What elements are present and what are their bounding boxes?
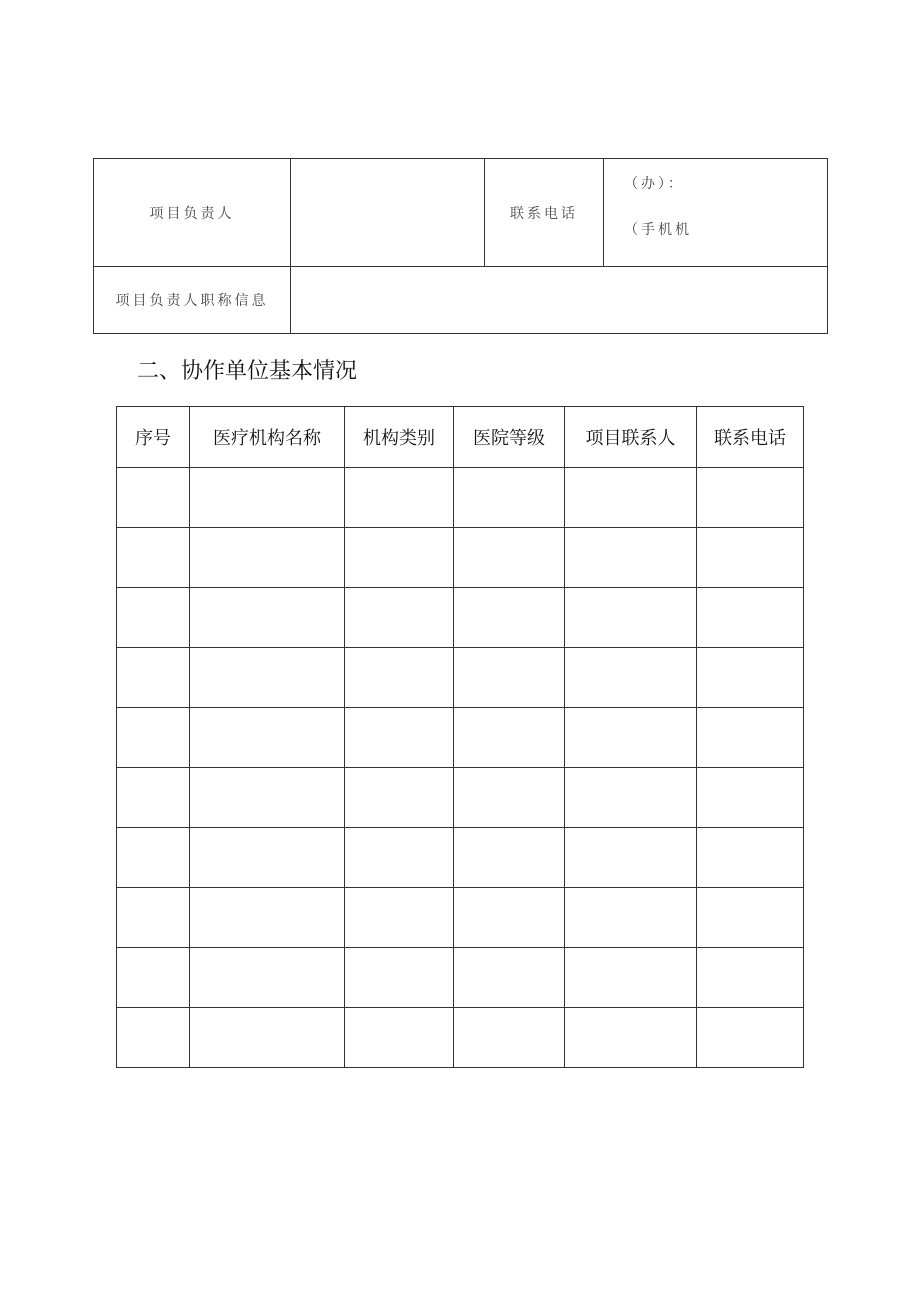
cell-institution-type[interactable] [345,708,454,768]
cell-project-contact[interactable] [565,1008,697,1068]
cell-hospital-grade[interactable] [454,768,565,828]
table-row [117,648,804,708]
header-hospital-grade: 医院等级 [454,407,565,468]
cell-project-contact[interactable] [565,528,697,588]
cell-institution-name[interactable] [190,648,345,708]
cell-institution-type[interactable] [345,768,454,828]
cell-project-contact[interactable] [565,588,697,648]
cell-institution-type[interactable] [345,948,454,1008]
cell-institution-name[interactable] [190,768,345,828]
cell-hospital-grade[interactable] [454,828,565,888]
cell-institution-type[interactable] [345,588,454,648]
cell-contact-phone[interactable] [697,588,804,648]
cell-institution-type[interactable] [345,828,454,888]
cell-project-contact[interactable] [565,768,697,828]
cell-contact-phone[interactable] [697,648,804,708]
cell-project-contact[interactable] [565,948,697,1008]
cell-contact-phone[interactable] [697,528,804,588]
cell-project-contact[interactable] [565,648,697,708]
cell-seq[interactable] [117,588,190,648]
table-row [117,828,804,888]
table-row [117,468,804,528]
section-heading: 二、协作单位基本情况 [137,359,358,384]
leader-title-label: 项目负责人职称信息 [94,267,291,334]
cell-contact-phone[interactable] [697,468,804,528]
leader-title-row [94,267,828,334]
header-project-contact: 项目联系人 [565,407,697,468]
cell-institution-name[interactable] [190,468,345,528]
table-row [117,1008,804,1068]
header-institution-name: 医疗机构名称 [190,407,345,468]
cell-project-contact[interactable] [565,708,697,768]
header-contact-phone: 联系电话 [697,407,804,468]
table-row [117,888,804,948]
cell-hospital-grade[interactable] [454,528,565,588]
cell-institution-type[interactable] [345,888,454,948]
cell-project-contact[interactable] [565,828,697,888]
cell-hospital-grade[interactable] [454,888,565,948]
cell-seq[interactable] [117,768,190,828]
phone-mobile-label: （手机机 [624,222,692,238]
cell-hospital-grade[interactable] [454,1008,565,1068]
table-row [117,588,804,648]
cell-contact-phone[interactable] [697,828,804,888]
cell-seq[interactable] [117,468,190,528]
cell-seq[interactable] [117,708,190,768]
table-row [117,708,804,768]
cell-project-contact[interactable] [565,888,697,948]
leader-title-value-cell[interactable] [291,267,828,334]
cell-seq[interactable] [117,528,190,588]
cell-seq[interactable] [117,948,190,1008]
cell-hospital-grade[interactable] [454,468,565,528]
cell-institution-type[interactable] [345,1008,454,1068]
cell-institution-name[interactable] [190,1008,345,1068]
table-row [117,948,804,1008]
cooperating-units-table [116,406,804,1068]
header-seq: 序号 [117,407,190,468]
table-header-row [117,407,804,468]
cell-contact-phone[interactable] [697,1008,804,1068]
cell-hospital-grade[interactable] [454,948,565,1008]
phone-office-label: （办）： [624,176,685,192]
cell-hospital-grade[interactable] [454,648,565,708]
header-institution-type: 机构类别 [345,407,454,468]
cell-institution-name[interactable] [190,708,345,768]
cell-institution-name[interactable] [190,588,345,648]
cell-hospital-grade[interactable] [454,708,565,768]
cell-institution-name[interactable] [190,828,345,888]
leader-row [94,159,828,267]
table-body [117,468,804,1068]
cell-contact-phone[interactable] [697,948,804,1008]
cell-institution-type[interactable] [345,528,454,588]
cell-institution-name[interactable] [190,948,345,1008]
cell-seq[interactable] [117,828,190,888]
cell-hospital-grade[interactable] [454,588,565,648]
leader-label: 项目负责人 [94,159,291,267]
table-row [117,768,804,828]
project-leader-table [93,158,828,334]
cell-seq[interactable] [117,648,190,708]
leader-value-cell[interactable] [291,159,485,267]
table-row [117,528,804,588]
cell-seq[interactable] [117,888,190,948]
cell-seq[interactable] [117,1008,190,1068]
cell-contact-phone[interactable] [697,708,804,768]
cell-institution-type[interactable] [345,468,454,528]
cell-contact-phone[interactable] [697,888,804,948]
phone-value-cell[interactable] [604,159,828,267]
cell-project-contact[interactable] [565,468,697,528]
cell-contact-phone[interactable] [697,768,804,828]
phone-label: 联系电话 [485,159,604,267]
cell-institution-name[interactable] [190,888,345,948]
cell-institution-type[interactable] [345,648,454,708]
cell-institution-name[interactable] [190,528,345,588]
